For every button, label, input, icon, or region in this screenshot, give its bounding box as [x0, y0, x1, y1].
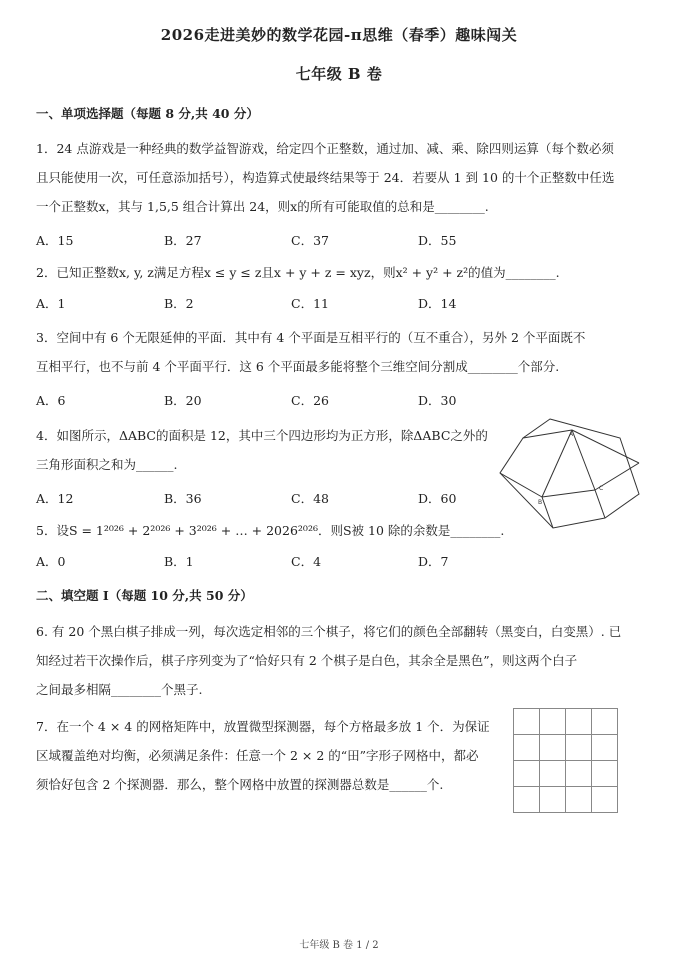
question-line: 一个正整数x，其与 1,5,5 组合计算出 24，则x的所有可能取值的总和是________.	[36, 199, 489, 214]
option-a: A．6	[36, 393, 66, 408]
option-b: B．2	[164, 296, 194, 311]
question-line: 且只能使用一次，可任意添加括号），构造算式使最终结果等于 24．若要从 1 到 10 的十个正整数中任选	[36, 170, 615, 185]
option-a: A．1	[36, 296, 66, 311]
option-c: C．4	[291, 554, 322, 569]
question-line: 5．设S = 1²⁰²⁶ + 2²⁰²⁶ + 3²⁰²⁶ + … + 2026²⁰²⁶．则S被 10 除的余数是________.	[36, 523, 505, 538]
question-line: 之间最多相隔________个黑子.	[36, 682, 203, 697]
section-heading-fill: 二、填空题 I（每题 10 分,共 50 分）	[36, 588, 253, 603]
option-d: D．14	[418, 296, 457, 311]
question-line: 互相平行，也不与前 4 个平面平行．这 6 个平面最多能将整个三维空间分割成________个部分.	[36, 359, 560, 374]
option-c: C．37	[291, 233, 329, 248]
page-subtitle: 七年级 B 卷	[295, 65, 383, 83]
option-d: D．30	[418, 393, 457, 408]
grid-4x4-figure	[510, 706, 620, 814]
option-a: A．0	[36, 554, 66, 569]
question-line: 区域覆盖绝对均衡，必须满足条件：任意一个 2 × 2 的“田”字形子网格中，都必	[36, 748, 479, 763]
option-b: B．27	[164, 233, 202, 248]
question-line: 知经过若干次操作后，棋子序列变为了“恰好只有 2 个棋子是白色，其余全是黑色”，则这两个白子	[36, 653, 578, 668]
option-b: B．20	[164, 393, 202, 408]
question-line: 3．空间中有 6 个无限延伸的平面．其中有 4 个平面是互相平行的（互不重合），另外 2 个平面既不	[36, 330, 586, 345]
option-c: C．48	[291, 491, 329, 506]
option-c: C．11	[291, 296, 329, 311]
option-d: D．7	[418, 554, 449, 569]
question-line: 三角形面积之和为______.	[36, 457, 178, 472]
option-a: A．15	[36, 233, 74, 248]
question-line: 6. 有 20 个黑白棋子排成一列，每次选定相邻的三个棋子，将它们的颜色全部翻转（黑变白，白变黑）. 已	[36, 624, 622, 639]
option-d: D．60	[418, 491, 457, 506]
option-b: B．1	[164, 554, 194, 569]
page-title: 2026走进美妙的数学花园-π思维（春季）趣味闯关	[160, 26, 518, 44]
option-b: B．36	[164, 491, 202, 506]
question-line: 7．在一个 4 × 4 的网格矩阵中，放置微型探测器，每个方格最多放 1 个．为保证	[36, 719, 490, 734]
question-line: 4．如图所示，ΔABC的面积是 12，其中三个四边形均为正方形，除ΔABC之外的	[36, 428, 488, 443]
section-heading-choice: 一、单项选择题（每题 8 分,共 40 分）	[36, 106, 259, 121]
option-c: C．26	[291, 393, 329, 408]
option-a: A．12	[36, 491, 74, 506]
page-footer: 七年级 B 卷 1 / 2	[299, 940, 379, 951]
question-line: 1．24 点游戏是一种经典的数学益智游戏，给定四个正整数，通过加、减、乘、除四则运算（每个数必须	[36, 141, 614, 156]
label-b: B	[538, 499, 543, 506]
question-line: 须恰好包含 2 个探测器．那么，整个网格中放置的探测器总数是______个.	[36, 777, 444, 792]
label-c: C	[599, 485, 604, 492]
label-a: A	[569, 431, 574, 438]
squares-triangle-figure	[495, 410, 645, 535]
option-d: D．55	[418, 233, 457, 248]
question-line: 2．已知正整数x, y, z满足方程x ≤ y ≤ z且x + y + z = xyz，则x² + y² + z²的值为________.	[36, 265, 560, 280]
